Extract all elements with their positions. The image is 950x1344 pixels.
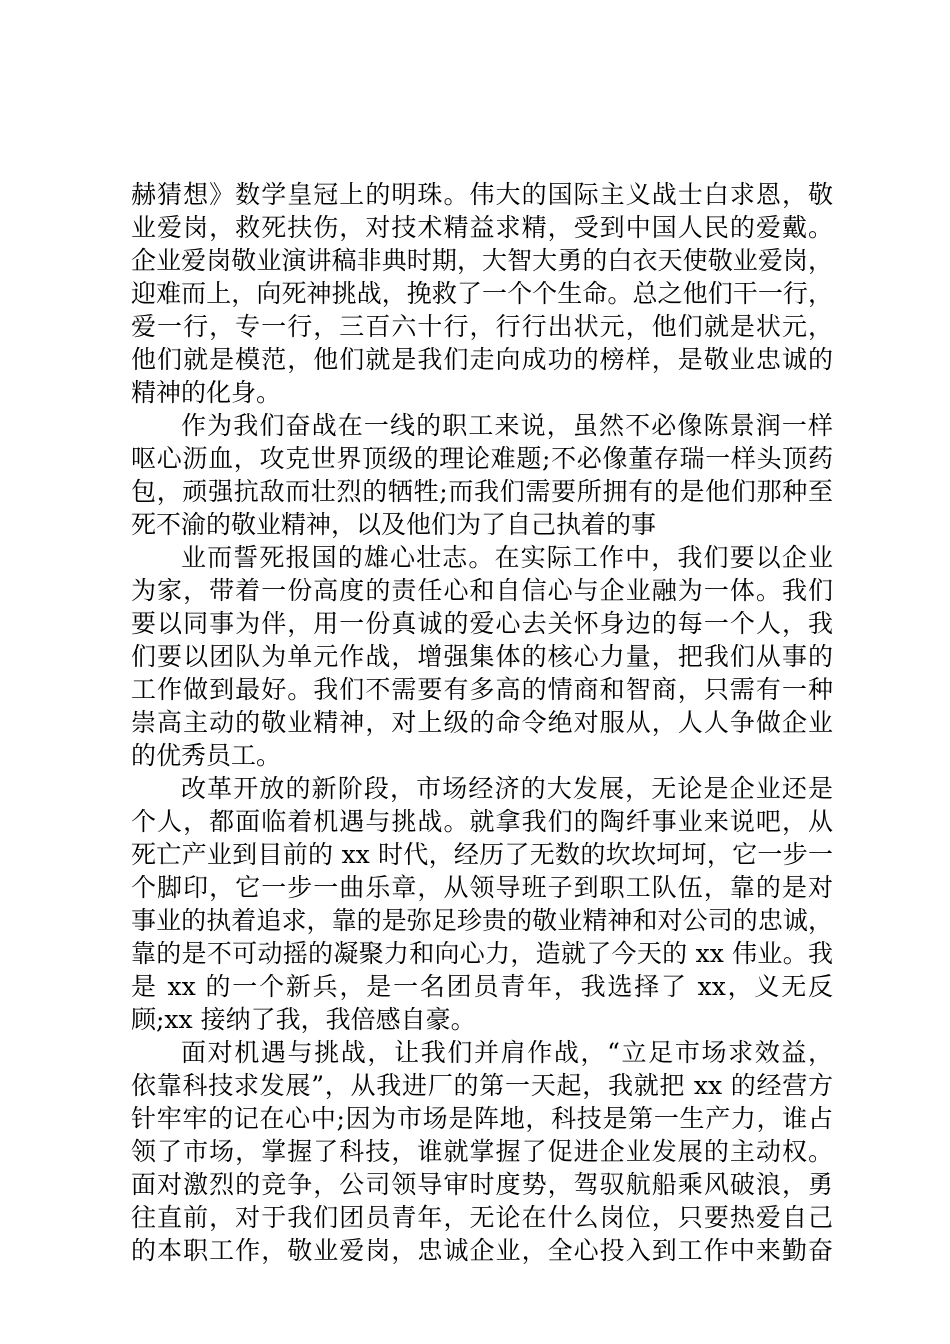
text-line: 崇高主动的敬业精神，对上级的命令绝对服从，人人争做企业 — [131, 708, 833, 737]
text-line: 赫猜想》数学皇冠上的明珠。伟大的国际主义战士白求恩，敬 — [131, 180, 833, 209]
text-line: 靠的是不可动摇的凝聚力和向心力，造就了今天的 xx 伟业。我 — [131, 939, 833, 968]
text-line: 的优秀员工。 — [131, 741, 282, 770]
text-line: 领了市场，掌握了科技，谁就掌握了促进企业发展的主动权。 — [131, 1137, 833, 1166]
text-line: 死亡产业到目前的 xx 时代，经历了无数的坎坎坷坷，它一步一 — [131, 840, 833, 869]
document-body-text — [131, 178, 833, 1267]
text-line: 工作做到最好。我们不需要有多高的情商和智商，只需有一种 — [131, 675, 833, 704]
text-line: 是 xx 的一个新兵，是一名团员青年，我选择了 xx，义无反 — [131, 972, 833, 1001]
text-line: 业爱岗，救死扶伤，对技术精益求精，受到中国人民的爱戴。 — [131, 213, 833, 242]
text-line: 的本职工作，敬业爱岗，忠诚企业，全心投入到工作中来勤奋 — [131, 1236, 833, 1265]
text-line: 爱一行，专一行，三百六十行，行行出状元，他们就是状元， — [131, 312, 833, 341]
text-line: 业而誓死报国的雄心壮志。在实际工作中，我们要以企业 — [181, 543, 833, 572]
text-line: 企业爱岗敬业演讲稿非典时期，大智大勇的白衣天使敬业爱岗， — [131, 246, 833, 275]
text-line: 针牢牢的记在心中;因为市场是阵地，科技是第一生产力，谁占 — [131, 1104, 833, 1133]
text-line: 死不渝的敬业精神，以及他们为了自己执着的事 — [131, 510, 657, 539]
text-line: 个脚印，它一步一曲乐章，从领导班子到职工队伍，靠的是对 — [131, 873, 833, 902]
text-line: 顾;xx 接纳了我，我倍感自豪。 — [131, 1005, 476, 1034]
text-line: 作为我们奋战在一线的职工来说，虽然不必像陈景润一样 — [181, 411, 833, 440]
text-line: 依靠科技求发展”，从我进厂的第一天起，我就把 xx 的经营方 — [131, 1071, 833, 1100]
text-line: 要以同事为伴，用一份真诚的爱心去关怀身边的每一个人，我 — [131, 609, 833, 638]
text-line: 他们就是模范，他们就是我们走向成功的榜样，是敬业忠诚的 — [131, 345, 833, 374]
text-line: 面对激烈的竞争，公司领导审时度势，驾驭航船乘风破浪，勇 — [131, 1170, 833, 1199]
text-line: 精神的化身。 — [131, 378, 282, 407]
text-line: 改革开放的新阶段，市场经济的大发展，无论是企业还是 — [181, 774, 833, 803]
text-line: 个人，都面临着机遇与挑战。就拿我们的陶纤事业来说吧，从 — [131, 807, 833, 836]
text-line: 往直前，对于我们团员青年，无论在什么岗位，只要热爱自己 — [131, 1203, 833, 1232]
text-line: 事业的执着追求，靠的是弥足珍贵的敬业精神和对公司的忠诚， — [131, 906, 833, 935]
text-line: 呕心沥血，攻克世界顶级的理论难题;不必像董存瑞一样头顶药 — [131, 444, 833, 473]
text-line: 为家，带着一份高度的责任心和自信心与企业融为一体。我们 — [131, 576, 833, 605]
text-line: 面对机遇与挑战，让我们并肩作战，“立足市场求效益， — [181, 1038, 833, 1067]
text-line: 迎难而上，向死神挑战，挽救了一个个生命。总之他们干一行， — [131, 279, 833, 308]
text-line: 们要以团队为单元作战，增强集体的核心力量，把我们从事的 — [131, 642, 833, 671]
text-line: 包，顽强抗敌而壮烈的牺牲;而我们需要所拥有的是他们那种至 — [131, 477, 833, 506]
